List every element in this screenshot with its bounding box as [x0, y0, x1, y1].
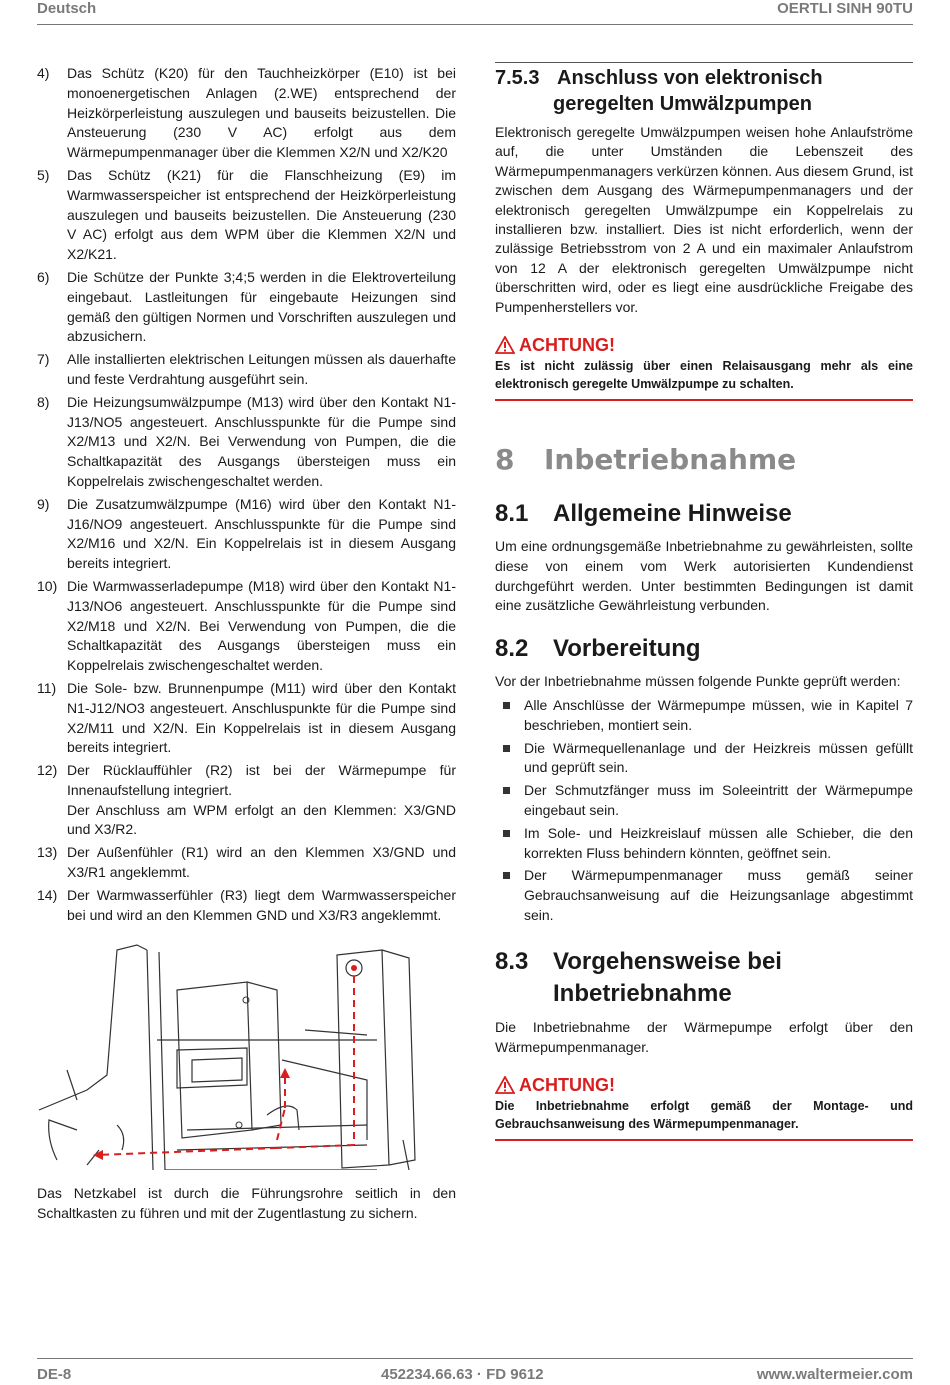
checklist-item-text: Alle Anschlüsse der Wärmepumpe müssen, wie in Kapitel 7 beschrieben, montiert sein.: [524, 697, 913, 733]
numbered-item: [37, 393, 456, 492]
left-column: [37, 64, 456, 928]
heat-pump-drawing: [37, 940, 456, 1170]
square-bullet-icon: [503, 787, 510, 794]
checklist-item: [495, 824, 913, 864]
item-text: Die Warmwasserladepumpe (M18) wird über den Kontakt N1-J13/NO6 angesteuert. Anschlusspunkte für die Pumpe sind X2/M18 und X2/N. Bei Verwendung von Pumpen, die die Schaltkapazität des Ausgangs übersteigen muss ein Koppelrelais zwischengeschaltet werden.: [67, 577, 456, 674]
checklist-item: [495, 739, 913, 779]
document-number: 452234.66.63 · FD 9612: [381, 1366, 544, 1383]
square-bullet-icon: [503, 702, 510, 709]
item-text: Der Außenfühler (R1) wird an den Klemmen X3/GND und X3/R1 angeklemmt.: [67, 844, 456, 881]
section-8-2-intro: Vor der Inbetriebnahme müssen folgende Punkte geprüft werden:: [495, 673, 901, 690]
item-text: Die Sole- bzw. Brunnenpumpe (M11) wird über den Kontakt N1-J12/NO3 angesteuert. Anschluspunkte für die Pumpe sind X2/M11 und X2/N. Ein Koppelrelais ist in diesem Ausgang bereits integriert.: [67, 679, 456, 756]
page-number: DE-8: [37, 1366, 72, 1383]
figure-caption: Das Netzkabel ist durch die Führungsrohre seitlich in den Schaltkasten zu führen und mit der Zugentlastung zu sichern.: [37, 1185, 456, 1221]
cable-routing-figure: [37, 940, 456, 1170]
item-number: 14): [37, 886, 58, 903]
item-number: 10): [37, 577, 58, 594]
item-number: 8): [37, 393, 50, 410]
section-7-5-3-heading: 7.5.3 Anschluss von elektronisch geregelten Umwälzpumpen: [495, 67, 823, 115]
numbered-item: [37, 761, 456, 840]
numbered-item: [37, 350, 456, 390]
warning-title: ACHTUNG!: [495, 1075, 913, 1095]
checklist-item-text: Der Schmutzfänger muss im Soleeintritt der Wärmepumpe eingebaut sein.: [524, 782, 913, 819]
item-text: Alle installierten elektrischen Leitungen müssen als dauerhafte und feste Verdrahtung ausgeführt sein.: [67, 351, 456, 387]
warning-box-commissioning: [495, 1075, 913, 1141]
item-number: 9): [37, 495, 50, 512]
section-divider: [495, 62, 913, 63]
square-bullet-icon: [503, 830, 510, 837]
item-text-continued: Der Anschluss am WPM erfolgt an den Klemmen: X3/GND und X3/R2.: [67, 801, 456, 838]
numbered-item: [37, 166, 456, 265]
numbered-item: [37, 495, 456, 574]
checklist-item-text: Die Wärmequellenanlage und der Heizkreis müssen gefüllt und geprüft sein.: [524, 739, 913, 776]
checklist-item: [495, 696, 913, 736]
numbered-item: [37, 886, 456, 926]
checklist: [495, 696, 913, 926]
warning-triangle-icon: [495, 1076, 515, 1094]
numbered-item: [37, 268, 456, 347]
section-8-3-text: Die Inbetriebnahme der Wärmepumpe erfolgt über den Wärmepumpenmanager.: [495, 1018, 913, 1055]
section-8-1-heading: 8.1 Allgemeine Hinweise: [495, 500, 792, 528]
numbered-item: [37, 577, 456, 676]
item-number: 6): [37, 268, 50, 285]
square-bullet-icon: [503, 872, 510, 879]
item-text: Die Schütze der Punkte 3;4;5 werden in die Elektroverteilung eingebaut. Lastleitungen für eingebaute Heizungen sind gemäß den gültigen Normen und Vorschriften auszulegen und abzusichern.: [67, 268, 456, 345]
item-text: Die Heizungsumwälzpumpe (M13) wird über den Kontakt N1-J13/NO5 angesteuert. Anschlusspunkte für die Pumpe sind X2/M13 und X2/N. Bei Verwendung von Pumpen, die die Schaltkapazität des Ausgangs übersteigen muss ein Koppelrelais zwischengeschaltet werden.: [67, 393, 456, 489]
item-number: 12): [37, 762, 58, 779]
section-8-3-heading: 8.3 Vorgehensweise bei Inbetriebnahme: [495, 947, 782, 1007]
section-7-5-3-text: Elektronisch geregelte Umwälzpumpen weisen hohe Anlaufströme auf, die unter Umständen die Lebenszeit des Wärmepumpenmanagers verkürzen können. Aus diesem Grund, ist zwischen dem Ausgang des Wärmepumpenmanagers und der elektronisch geregelten Umwälzpumpe ein Koppelrelais zu installieren bzw. installiert. Dies ist nicht erforderlich, wenn der zulässige Betriebsstrom von 2 A und ein maximaler Anlaufstrom von 12 A der elektronisch geregelten Umwälzpumpe nicht überschritten wird, oder es liegt eine ausdrückliche Freigabe des Pumpenherstellers vor.: [495, 124, 913, 315]
checklist-item-text: Im Sole- und Heizkreislauf müssen alle Schieber, die den korrekten Fluss behindern könnten, geöffnet sein.: [524, 824, 913, 861]
warning-text: Es ist nicht zulässig über einen Relaisausgang mehr als eine elektronisch geregelte Umwälzpumpe zu schalten.: [495, 359, 913, 392]
header-language: Deutsch: [37, 0, 97, 17]
section-8-1-text: Um eine ordnungsgemäße Inbetriebnahme zu gewährleisten, sollte diese von einem vom Werk autorisierten Kundendienst durchgeführt werden. Unter bestimmten Bedingungen ist damit eine zusätzliche Gewährleistung verbunden.: [495, 538, 913, 614]
warning-box-relay: [495, 335, 913, 401]
numbered-item: [37, 64, 456, 163]
item-text: Die Zusatzumwälzpumpe (M16) wird über den Kontakt N1-J16/NO9 angesteuert. Anschlusspunkte für die Pumpe sind X2/M16 und X2/N. Ein Koppelrelais ist in diesem Ausgang bereits integriert.: [67, 495, 456, 572]
warning-text: Die Inbetriebnahme erfolgt gemäß der Montage- und Gebrauchsanweisung des Wärmepumpenmanager.: [495, 1099, 913, 1132]
item-text: Das Schütz (K21) für die Flanschheizung (E9) im Warmwasserspeicher ist entsprechend der Heizkörperleistung auszulegen und bauseits beizustellen. Die Ansteuerung (230 V AC) erfolgt aus dem WPM über die Klemmen X2/N und X2/K21.: [67, 166, 456, 263]
numbered-item: [37, 679, 456, 758]
header-product: OERTLI SINH 90TU: [777, 0, 913, 17]
section-8-2-heading: 8.2 Vorbereitung: [495, 635, 701, 663]
item-text: Der Warmwasserfühler (R3) liegt dem Warmwasserspeicher bei und wird an den Klemmen GND und X3/R3 angeklemmt.: [67, 886, 456, 923]
item-number: 4): [37, 65, 50, 81]
item-number: 11): [37, 679, 57, 696]
item-number: 5): [37, 166, 50, 183]
checklist-item: [495, 781, 913, 821]
checklist-item: [495, 866, 913, 925]
checklist-item-text: Der Wärmepumpenmanager muss gemäß seiner Gebrauchsanweisung auf die Heizungsanlage abgestimmt sein.: [524, 867, 913, 924]
right-column: [495, 62, 913, 1141]
square-bullet-icon: [503, 745, 510, 752]
item-number: 13): [37, 844, 58, 861]
item-text: Das Schütz (K20) für den Tauchheizkörper (E10) ist bei monoenergetischen Anlagen (2.WE) entsprechend der Heizkörperleistung auszulegen und bauseits beizustellen. Die Ansteuerung (230 V AC) erfolgt aus dem Wärmepumpenmanager über die Klemmen X2/N und X2/K20: [67, 65, 456, 161]
numbered-item: [37, 843, 456, 883]
item-text: Der Rücklauffühler (R2) ist bei der Wärmepumpe für Innenaufstellung integriert.: [67, 762, 456, 798]
warning-triangle-icon: [495, 336, 515, 354]
page-header: [37, 0, 913, 25]
website-url: www.waltermeier.com: [756, 1366, 913, 1383]
page-footer: [37, 1358, 913, 1385]
warning-title: ACHTUNG!: [495, 335, 913, 355]
item-number: 7): [37, 351, 50, 368]
chapter-8-heading: 8 Inbetriebnahme: [495, 443, 797, 477]
